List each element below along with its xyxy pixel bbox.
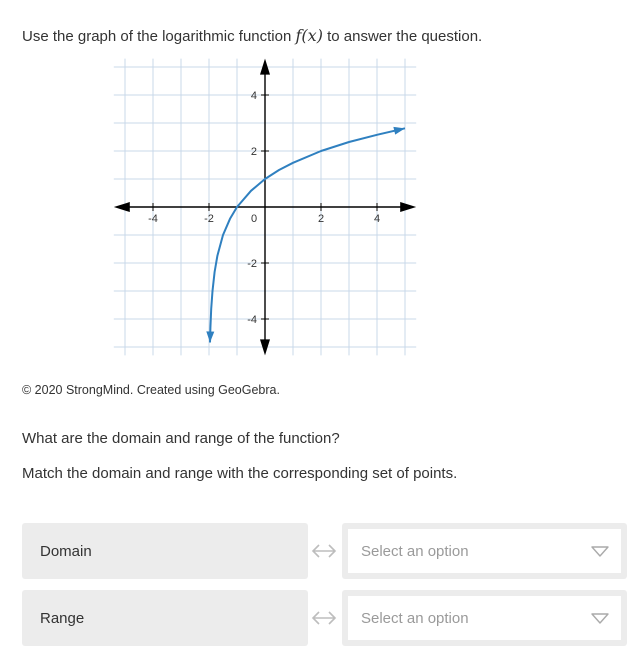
domain-select-container [342,523,627,579]
function-notation: f(x) [295,26,323,45]
prompt-text-after: to answer the question. [322,28,483,45]
range-label: Range [40,609,85,627]
domain-select[interactable] [348,529,621,573]
question-text: What are the domain and range of the function? [22,430,340,447]
curve-arrow-start [206,331,214,342]
domain-label: Domain [40,542,92,560]
chevron-down-icon [591,613,609,624]
chevron-down-icon [591,546,609,557]
domain-label-box [22,523,308,579]
x-tick-label: 4 [373,213,381,225]
prompt-text-before: Use the graph of the logarithmic function [22,28,296,45]
x-tick-label: 2 [317,213,325,225]
x-axis-arrow-right [400,202,416,212]
x-tick-label: -2 [204,213,214,225]
range-select[interactable] [348,596,621,640]
y-tick-label: 2 [250,146,257,158]
graph-credit-caption: © 2020 StrongMind. Created using GeoGebra. [22,383,280,397]
match-arrow-icon [311,543,337,559]
range-select-container [342,590,627,646]
match-arrow-icon [311,610,337,626]
range-label-box [22,590,308,646]
y-tick-label: -2 [247,258,257,270]
domain-select-placeholder: Select an option [361,542,469,560]
y-tick-label: -4 [247,314,257,326]
x-axis-arrow-left [114,202,130,212]
x-tick-label: -4 [148,213,158,225]
range-select-placeholder: Select an option [361,609,469,627]
x-tick-label: 0 [250,213,258,225]
instruction-text: Match the domain and range with the corresponding set of points. [22,465,458,482]
y-tick-label: 4 [250,90,257,102]
